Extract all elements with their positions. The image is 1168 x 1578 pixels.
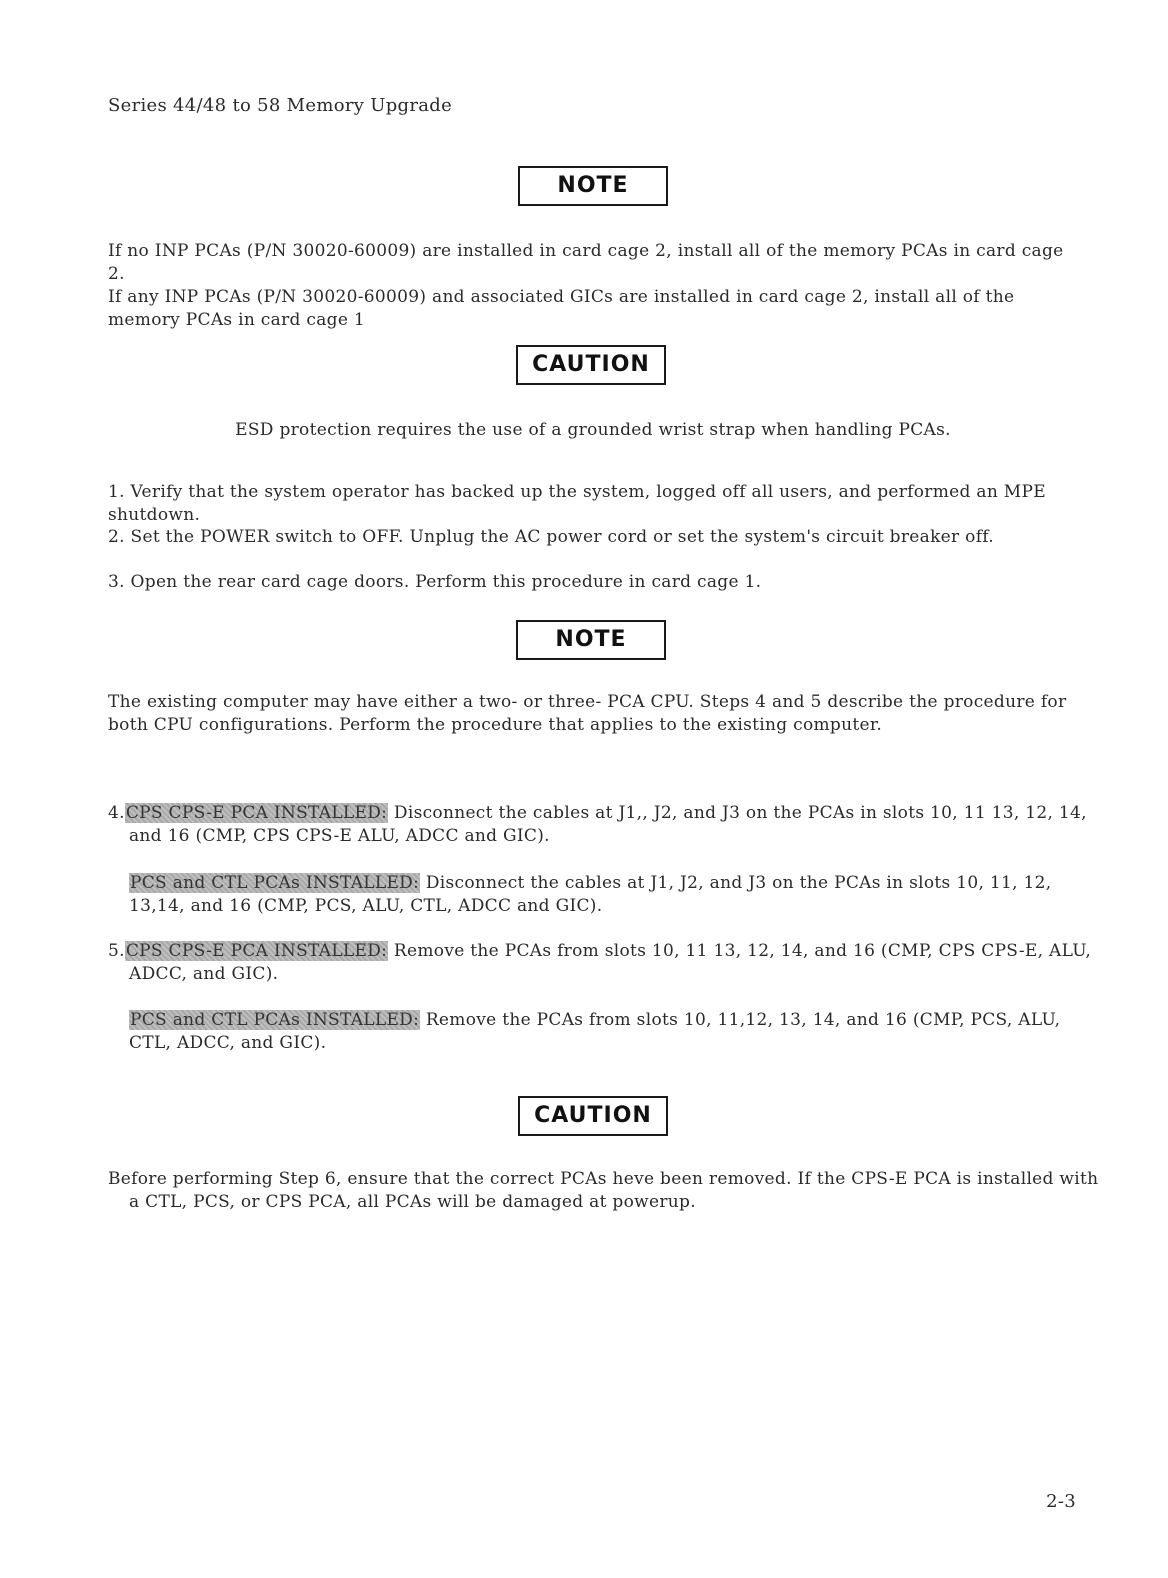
note-paragraph-2: If any INP PCAs (P/N 30020-60009) and associated GICs are installed in card cage 2, install all of the memory PCAs in card cage 1 — [108, 287, 1015, 330]
step-2: 2. Set the POWER switch to OFF. Unplug the AC power cord or set the system's circuit breaker off. — [108, 527, 994, 547]
caution-text: ESD protection requires the use of a grounded wrist strap when handling PCAs. — [235, 420, 951, 440]
config-label-cps: CPS CPS-E PCA INSTALLED: — [125, 803, 388, 823]
running-header: Series 44/48 to 58 Memory Upgrade — [108, 95, 453, 116]
config-label-cps: CPS CPS-E PCA INSTALLED: — [125, 941, 388, 961]
step-4-cps-text: Disconnect the cables at J1,, J2, and J3 on the PCAs in slots 10, 11 13, 12, 14, and 16 (CMP, CPS CPS-E ALU, ADCC and GIC). — [129, 803, 1087, 846]
step-5-cps-text: Remove the PCAs from slots 10, 11 13, 12, 14, and 16 (CMP, CPS CPS-E, ALU, ADCC, and GIC). — [129, 941, 1092, 984]
note-box: NOTE — [518, 166, 668, 206]
step-4-cps — [108, 802, 1099, 848]
config-label-pcs: PCS and CTL PCAs INSTALLED: — [130, 1010, 420, 1030]
caution-box-2: CAUTION — [518, 1096, 668, 1136]
page-number: 2-3 — [1046, 1491, 1076, 1512]
step-4-pcs-text: Disconnect the cables at J1, J2, and J3 on the PCAs in slots 10, 11, 12, 13,14, and 16 (CMP, PCS, ALU, CTL, ADCC and GIC). — [129, 873, 1052, 916]
step-5-number: 5. — [108, 941, 125, 961]
note-2-text: The existing computer may have either a two- or three- PCA CPU. Steps 4 and 5 describe the procedure for both CPU configurations. Perform the procedure that applies to the existing computer. — [108, 692, 1067, 735]
step-1: 1. Verify that the system operator has backed up the system, logged off all users, and performed an MPE shutdown. — [108, 482, 1046, 525]
step-4-number: 4. — [108, 803, 125, 823]
step-5-pcs-text: Remove the PCAs from slots 10, 11,12, 13, 14, and 16 (CMP, PCS, ALU, CTL, ADCC, and GIC). — [129, 1010, 1061, 1053]
config-label-pcs: PCS and CTL PCAs INSTALLED: — [130, 873, 420, 893]
caution-2-text: Before performing Step 6, ensure that the correct PCAs heve been removed. If the CPS-E PCA is installed with a CTL, PCS, or CPS PCA, all PCAs will be damaged at powerup. — [108, 1169, 1099, 1212]
step-4-pcs — [129, 872, 1079, 918]
step-5-pcs — [129, 1009, 1079, 1055]
note-box-2: NOTE — [516, 620, 666, 660]
step-5-cps — [108, 940, 1099, 986]
note-paragraph-1: If no INP PCAs (P/N 30020-60009) are installed in card cage 2, install all of the memory PCAs in card cage 2. — [108, 241, 1064, 284]
caution-box: CAUTION — [516, 345, 666, 385]
step-3: 3. Open the rear card cage doors. Perform this procedure in card cage 1. — [108, 572, 762, 592]
